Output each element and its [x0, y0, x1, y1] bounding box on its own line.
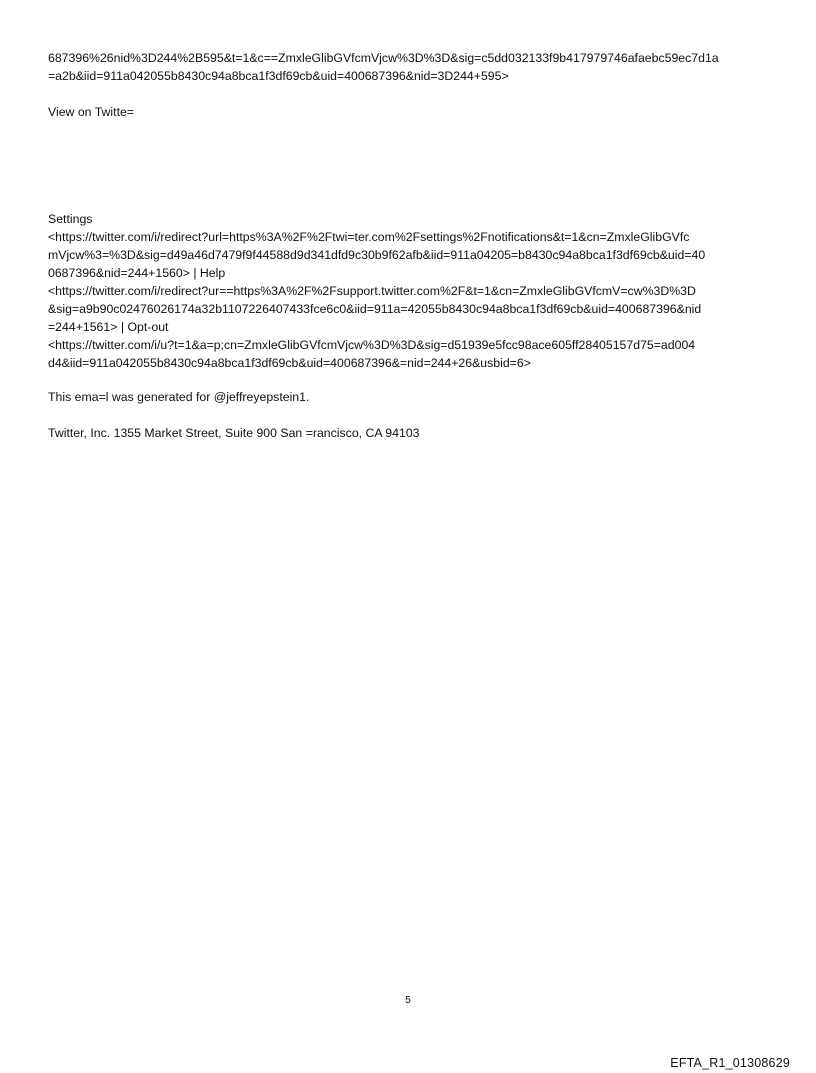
top-link-paragraph: [48, 49, 778, 85]
footer-link-line: <https://twitter.com/i/redirect?ur==https%3A%2F%2Fsupport.twitter.com%2F&t=1&cn=ZmxleGlibGVfcmV=cw%3D%3D: [48, 284, 696, 298]
footer-link-line: =244+1561> | Opt-out: [48, 320, 169, 334]
view-on-twitter-text: View on Twitte=: [48, 105, 135, 119]
top-link-line: 687396%26nid%3D244%2B595&t=1&c==ZmxleGlibGVfcmVjcw%3D%3D&sig=c5dd032133f9b417979746afaebc59ec7d1a: [48, 51, 719, 65]
top-link-line: =a2b&iid=911a042055b8430c94a8bca1f3df69cb&uid=400687396&nid=3D244+595>: [48, 69, 509, 83]
footer-link-line: <https://twitter.com/i/redirect?url=https%3A%2F%2Ftwi=ter.com%2Fsettings%2Fnotifications&t=1&cn=ZmxleGlibGVfc: [48, 230, 690, 244]
footer-link-line: mVjcw%3=%3D&sig=d49a46d7479f9f44588d9d341dfd9c30b9f62afb&iid=911a04205=b8430c94a8bca1f3df69cb&uid=40: [48, 248, 706, 262]
bates-number: EFTA_R1_01308629: [670, 1056, 790, 1070]
footer-link-line: d4&iid=911a042055b8430c94a8bca1f3df69cb&uid=400687396&=nid=244+26&usbid=6>: [48, 356, 531, 370]
company-address: Twitter, Inc. 1355 Market Street, Suite 900 San =rancisco, CA 94103: [48, 426, 420, 440]
footer-link-line: &sig=a9b90c02476026174a32b1107226407433fce6c0&iid=911a=42055b8430c94a8bca1f3df69cb&uid=400687396&nid: [48, 302, 702, 316]
footer-link-line: Settings: [48, 212, 93, 226]
generated-for-text: This ema=l was generated for @jeffreyepstein1.: [48, 390, 310, 404]
footer-link-line: 0687396&nid=244+1560> | Help: [48, 266, 226, 280]
footer-links-paragraph: [48, 210, 778, 372]
footer-link-line: <https://twitter.com/i/u?t=1&a=p;cn=ZmxleGlibGVfcmVjcw%3D%3D&sig=d51939e5fcc98ace605ff28405157d75=ad004: [48, 338, 696, 352]
page-number: 5: [405, 995, 411, 1006]
